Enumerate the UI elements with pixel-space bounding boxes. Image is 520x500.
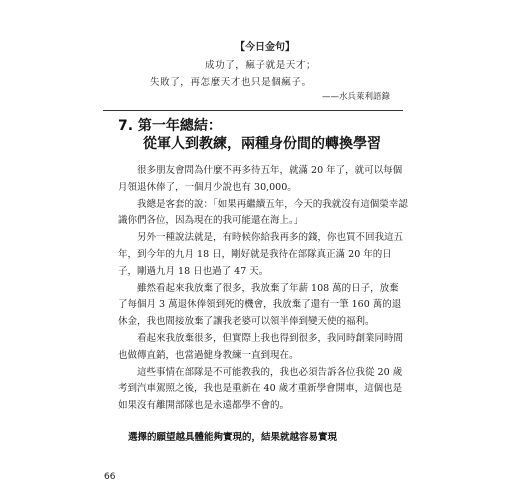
paragraph: 雖然看起來我放棄了很多，我放棄了年薪 108 萬的日子，放棄了每個月 3 萬退休俸領到死的機會，我放棄了還有一筆 160 萬的退休金，我也間接放棄了讓我老婆可以領半俸到變天使的福利。 xyxy=(118,282,402,328)
quote-line-1: 成功了，瘋子就是天才； xyxy=(205,60,317,71)
paragraph: 另外一種說法就是，有時候你給我再多的錢，你也買不回我這五年，到今年的九月 18 日，剛好就是我待在部隊真正滿 20 年的日子，剛過九月 18 日也過了 47 天。 xyxy=(118,232,404,277)
body-text xyxy=(118,163,408,415)
paragraph: 看起來我放棄很多，但實際上我也得到很多，我同時創業同時間也做傳直銷，也當過健身教練一直到現在。 xyxy=(118,332,404,361)
section-heading-line-2: 從軍人到教練，兩種身份間的轉換學習 xyxy=(143,136,381,152)
quote-line-2: 失敗了，再怎麼天才也只是個瘋子。 xyxy=(150,77,312,88)
callout-text: 選擇的願望越具體能夠實現的，結果就越容易實現 xyxy=(128,432,338,443)
paragraph: 我總是客套的說：「如果再繼續五年，今天的我就沒有這個榮幸認識你們各位，因為現在的我可能還在海上。」 xyxy=(118,198,408,227)
section-divider xyxy=(103,110,403,111)
section-heading xyxy=(118,117,418,153)
quote-attribution: ——水兵萊利語錄 xyxy=(322,92,391,102)
quote-title: 【今日金句】 xyxy=(235,42,295,53)
section-heading-line-1: 7. 第一年總結： xyxy=(118,118,222,134)
page-number: 66 xyxy=(104,472,116,482)
quote-box xyxy=(165,38,365,53)
paragraph: 這些事情在部隊是不可能教我的，我也必須告訴各位我從 20 歲考到汽車駕照之後，我也是重新在 40 歲才重新學會開車，這個也是如果沒有離開部隊也是永遠都學不會的。 xyxy=(118,366,403,412)
paragraph: 很多朋友會問為什麼不再多待五年，就滿 20 年了，就可以每個月領退休俸了，一個月少說也有 30,000。 xyxy=(118,165,403,193)
